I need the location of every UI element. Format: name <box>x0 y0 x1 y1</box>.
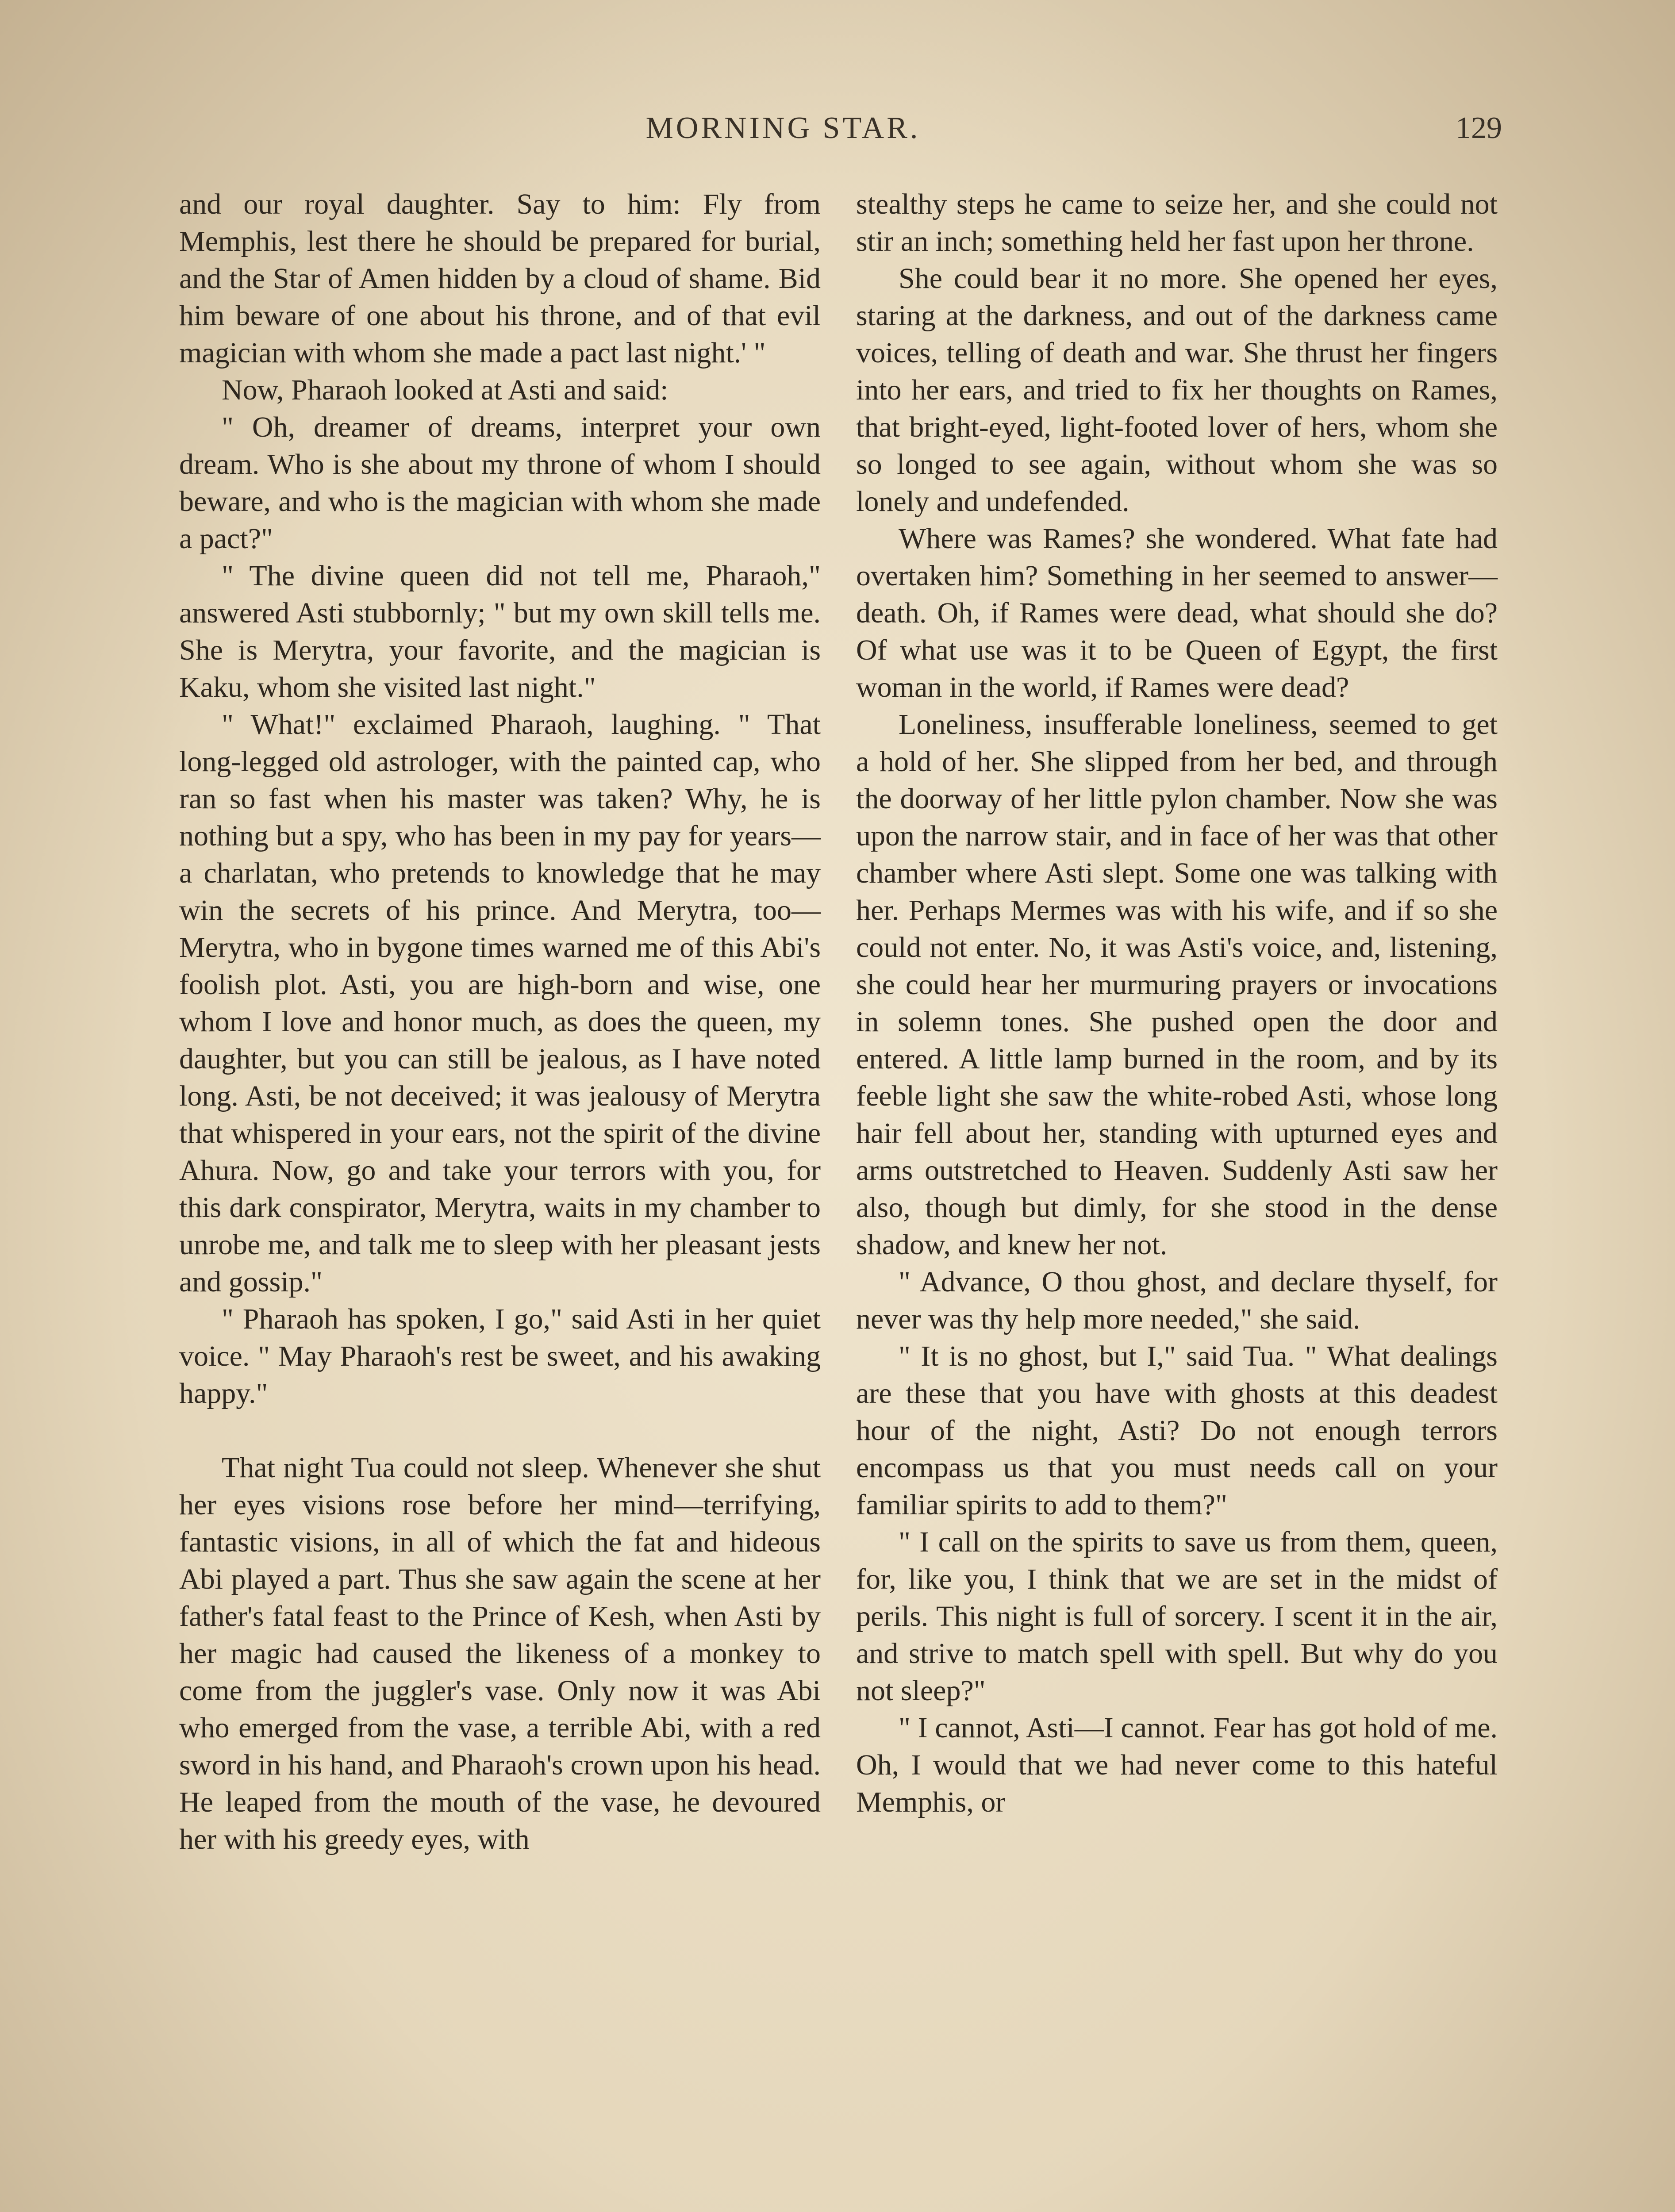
running-head <box>0 111 1675 150</box>
paragraph: Loneliness, insufferable loneliness, seemed to get a hold of her. She slipped from her bed, and through the doorway of her little pylon chamber. Now she was upon the narrow stair, and in face of her was that other chamber where Asti slept. Some one was talking with her. Perhaps Mermes was with his wife, and if so she could not enter. No, it was Asti's voice, and, listening, she could hear her murmuring prayers or invocations in solemn tones. She pushed open the door and entered. A little lamp burned in the room, and by its feeble light she saw the white-robed Asti, whose long hair fell about her, standing with upturned eyes and arms outstretched to Heaven. Suddenly Asti saw her also, though but dimly, for she stood in the dense shadow, and knew her not. <box>856 708 1498 1261</box>
paragraph: Where was Rames? she wondered. What fate had overtaken him? Something in her seemed to answer—death. Oh, if Rames were dead, what should she do? Of what use was it to be Queen of Egypt, the first woman in the world, if Rames were dead? <box>856 522 1498 703</box>
paragraph: stealthy steps he came to seize her, and she could not stir an inch; something held her fast upon her throne. <box>856 188 1498 257</box>
page-number: 129 <box>1456 111 1502 145</box>
paragraph: and our royal daughter. Say to him: Fly from Memphis, lest there he should be prepared for burial, and the Star of Amen hidden by a cloud of shame. Bid him beware of one about his throne, and of that evil magician with whom she made a pact last night.' " <box>179 188 821 369</box>
paragraph: " The divine queen did not tell me, Pharaoh," answered Asti stubbornly; " but my own skill tells me. She is Merytra, your favorite, and the magician is Kaku, whom she visited last night." <box>179 560 821 703</box>
paragraph: " Advance, O thou ghost, and declare thyself, for never was thy help more needed," she said. <box>856 1266 1498 1335</box>
paragraph: " I call on the spirits to save us from them, queen, for, like you, I think that we are set in the midst of perils. This night is full of sorcery. I scent it in the air, and strive to match spell with spell. But why do you not sleep?" <box>856 1526 1498 1707</box>
paragraph-section-start: That night Tua could not sleep. Whenever she shut her eyes visions rose before her mind—terrifying, fantastic visions, in all of which the fat and hideous Abi played a part. Thus she saw again the scene at her father's fatal feast to the Prince of Kesh, when Asti by her magic had caused the likeness of a monkey to come from the juggler's vase. Only now it was Abi who emerged from the vase, a terrible Abi, with a red sword in his hand, and Pharaoh's crown upon his head. He leaped from the mouth of the vase, he devoured her with his greedy eyes, with <box>179 1452 821 1855</box>
paragraph: " What!" exclaimed Pharaoh, laughing. " That long-legged old astrologer, with the painted cap, who ran so fast when his master was taken? Why, he is nothing but a spy, who has been in my pay for years—a charlatan, who pretends to knowledge that he may win the secrets of his prince. And Merytra, too—Merytra, who in bygone times warned me of this Abi's foolish plot. Asti, you are high-born and wise, one whom I love and honor much, as does the queen, my daughter, but you can still be jealous, as I have noted long. Asti, be not deceived; it was jealousy of Merytra that whispered in your ears, not the spirit of the divine Ahura. Now, go and take your terrors with you, for this dark conspirator, Merytra, waits in my chamber to unrobe me, and talk me to sleep with her pleasant jests and gossip." <box>179 708 821 1298</box>
paragraph: " Pharaoh has spoken, I go," said Asti in her quiet voice. " May Pharaoh's rest be sweet, and his awaking happy." <box>179 1303 821 1409</box>
paragraph: She could bear it no more. She opened her eyes, staring at the darkness, and out of the darkness came voices, telling of death and war. She thrust her fingers into her ears, and tried to fix her thoughts on Rames, that bright-eyed, light-footed lover of hers, whom she so longed to see again, without whom she was so lonely and undefended. <box>856 262 1498 518</box>
running-title: MORNING STAR. <box>645 111 921 145</box>
paragraph: Now, Pharaoh looked at Asti and said: <box>222 374 668 406</box>
paragraph: " It is no ghost, but I," said Tua. " What dealings are these that you have with ghosts at this deadest hour of the night, Asti? Do not enough terrors encompass us that you must needs call on your familiar spirits to add to them?" <box>856 1340 1498 1521</box>
paragraph: " I cannot, Asti—I cannot. Fear has got hold of me. Oh, I would that we had never come to this hateful Memphis, or <box>856 1712 1498 1818</box>
right-column <box>856 186 1498 1821</box>
paragraph: " Oh, dreamer of dreams, interpret your own dream. Who is she about my throne of whom I should beware, and who is the magician with whom she made a pact?" <box>179 411 821 555</box>
left-column <box>179 186 821 1858</box>
